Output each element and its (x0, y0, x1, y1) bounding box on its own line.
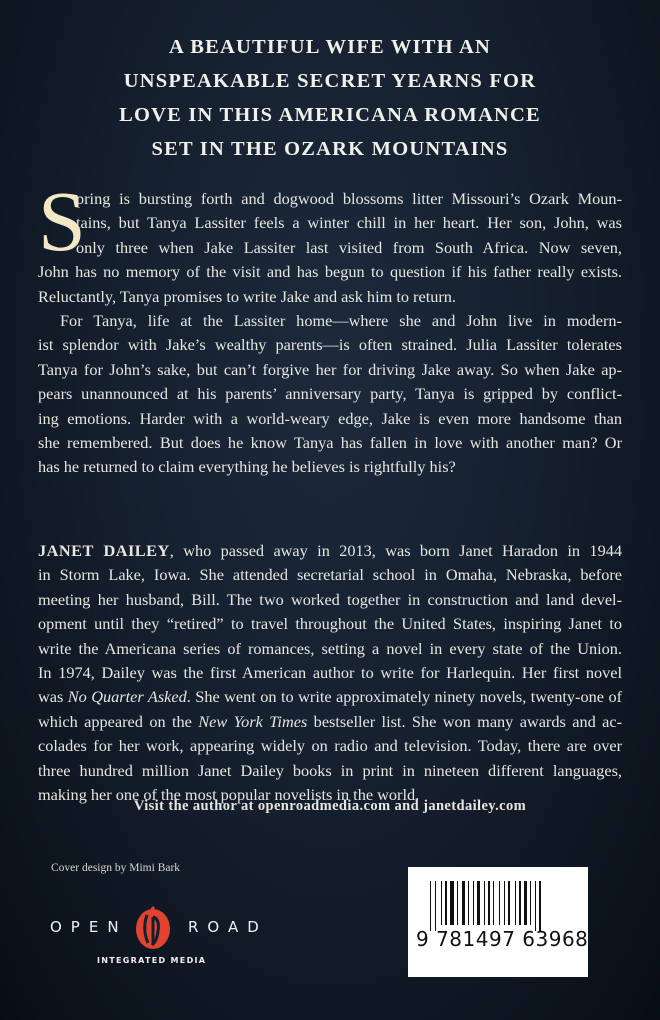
barcode-bar (484, 881, 485, 925)
barcode-bars (428, 881, 574, 931)
text-line: In 1974, Dailey was the first American author to write for Harlequin. Her first novel (38, 663, 622, 683)
text-span: bestseller list. She won many awards and ac- (307, 711, 622, 731)
publisher-logo (50, 905, 268, 967)
headline (0, 30, 660, 166)
author-name: JANET DAILEY (38, 541, 170, 560)
text-line: tains, but Tanya Lassiter feels a winter chill in her heart. Her son, John, was (76, 213, 622, 233)
text-line: John has no memory of the visit and has begun to question if his father really exists. (38, 262, 622, 282)
barcode-bar (462, 881, 465, 925)
logo-subtitle: INTEGRATED MEDIA (97, 956, 207, 965)
text-span: , who passed away in 2013, was born Janet Haradon in 1944 (169, 541, 622, 560)
barcode-bar (530, 881, 531, 925)
barcode-bar (535, 881, 536, 931)
barcode-bar (445, 881, 447, 925)
text-line: only three when Jake Lassiter last visited from South Africa. Now seven, (76, 237, 622, 257)
text-line: pears unannounced at his parents’ anniversary party, Tanya is gripped by conflict- (38, 384, 622, 404)
book-title: No Quarter Asked (67, 687, 187, 707)
text-span: . She went on to write approximately ninety novels, twenty-one of (186, 687, 623, 707)
barcode-bar (519, 881, 521, 925)
barcode-bar (515, 881, 516, 925)
text-line: making her one of the most popular novelists in the world. (38, 785, 420, 805)
barcode-bar (504, 881, 505, 925)
isbn-number: 9 781497 639683 (416, 927, 602, 951)
barcode-bar (468, 881, 469, 925)
barcode-bar (493, 881, 494, 925)
barcode-bar (508, 881, 510, 925)
text-line: pring is bursting forth and dogwood blossoms litter Missouri’s Ozark Moun- (76, 189, 622, 208)
headline-line: SET IN THE OZARK MOUNTAINS (151, 138, 509, 160)
text-span: which appeared on the (38, 711, 199, 731)
text-line: ist splendor with Jake’s wealthy parents—is often strained. Julia Lassiter tolerates (38, 335, 622, 355)
barcode-bar (441, 881, 442, 925)
headline-line: UNSPEAKABLE SECRET YEARNS FOR (123, 70, 537, 92)
text-line: write the Americana series of romances, setting a novel in every state of the Union. (38, 638, 622, 658)
text-line: three hundred million Janet Dailey books in print in nineteen different languages, (38, 760, 622, 780)
headline-line: A BEAUTIFUL WIFE WITH AN (169, 36, 491, 58)
logo-word-road: ROAD (188, 918, 268, 936)
cover-credit: Cover design by Mimi Bark (51, 862, 181, 874)
text-line: Tanya for John’s sake, but can’t forgive her for driving Jake away. So when Jake ap- (38, 359, 622, 379)
barcode-bar (430, 881, 431, 931)
publication-title: New York Times (198, 711, 308, 731)
text-line: For Tanya, life at the Lassiter home—where she and John live in modern- (60, 311, 622, 331)
text-line: ing emotions. Harder with a world-weary edge, Jake is even more handsome than (38, 408, 622, 428)
headline-line: LOVE IN THIS AMERICANA ROMANCE (119, 104, 541, 126)
barcode-bar (477, 881, 480, 925)
text-line: meeting her husband, Bill. The two worked together in construction and land devel- (38, 589, 622, 609)
text-line: has he returned to claim everything he believes is rightfully his? (38, 457, 456, 477)
text-span: was (38, 687, 68, 707)
barcode-bar (457, 881, 458, 925)
barcode-bar (473, 881, 474, 925)
open-road-emblem-icon (132, 905, 174, 951)
isbn-barcode (408, 867, 602, 977)
text-line: colades for her work, appearing widely on radio and television. Today, there are over (38, 736, 622, 756)
drop-cap: S (38, 173, 86, 269)
text-line: opment until they “retired” to travel throughout the United States, inspiring Janet to (38, 614, 622, 634)
author-website-note: Visit the author at openroadmedia.com and janetdailey.com (133, 798, 527, 814)
text-line: she remembered. But does he know Tanya has fallen in love with another man? Or (38, 433, 622, 453)
barcode-bar (450, 881, 454, 925)
barcode-bar (435, 881, 436, 931)
description (38, 187, 622, 480)
author-bio (38, 539, 622, 807)
text-line: in Storm Lake, Iowa. She attended secretarial school in Omaha, Nebraska, before (38, 565, 622, 585)
text-line: Reluctantly, Tanya promises to write Jake and ask him to return. (38, 286, 457, 306)
barcode-bar (539, 881, 541, 931)
logo-word-open: OPEN (50, 918, 128, 936)
barcode-bar (499, 881, 500, 925)
barcode-bar (488, 881, 490, 925)
barcode-bar (524, 881, 527, 925)
